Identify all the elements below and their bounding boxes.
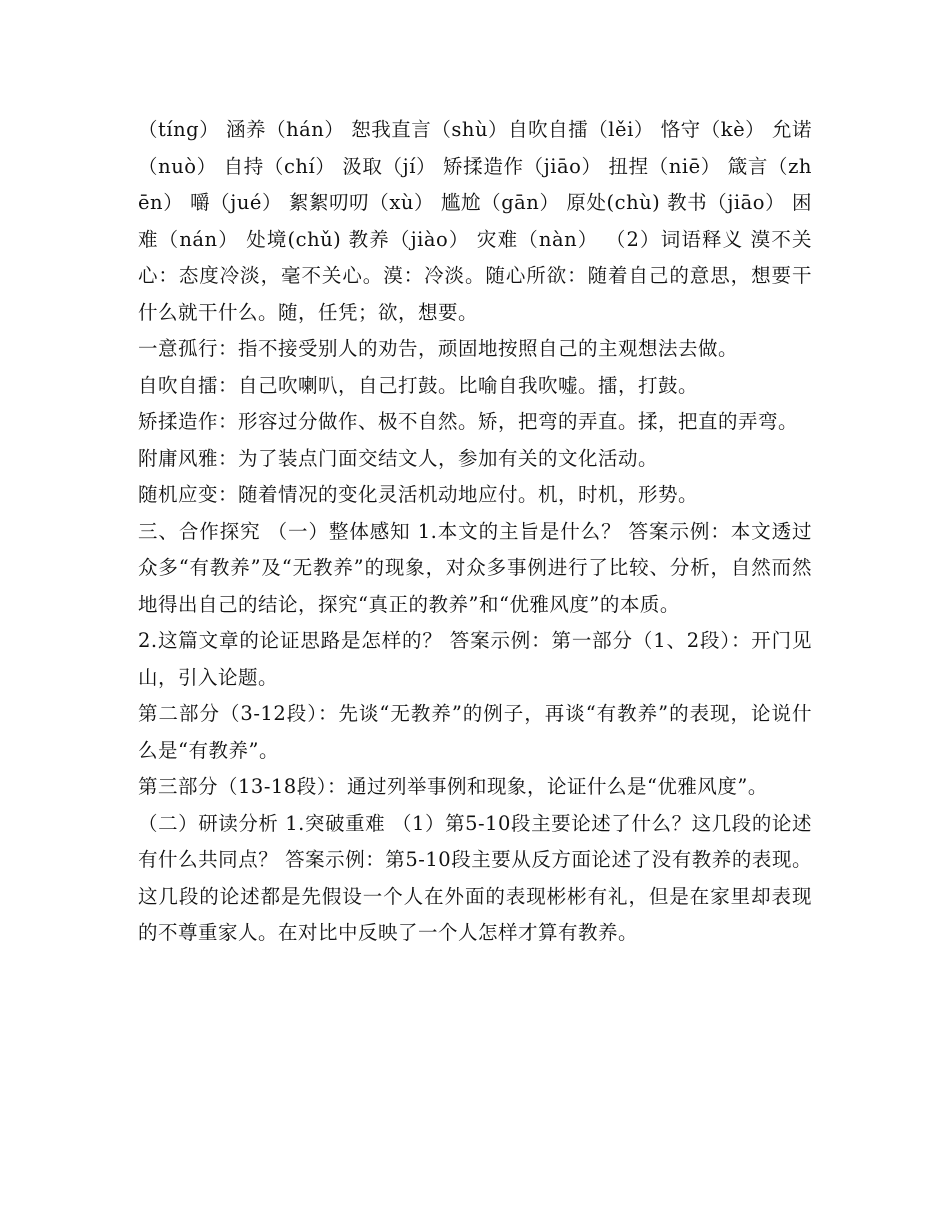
paragraph-pronunciation-and-definitions: （tíng） 涵养（hán） 恕我直言（shù）自吹自擂（lěi） 恪守（kè） 允诺（nuò） 自持（chí） 汲取（jí） 矫揉造作（jiāo） 扭捏（niē） 箴言（zhēn） 嚼（jué） 絮絮叨叨（xù） 尴尬（gān） 原处(chù) 教书（jiāo） 困难（nán） 处境(chǔ) 教养（jiào） 灾难（nàn） （2）词语释义 漠不关心：态度冷淡，毫不关心。漠：冷淡。随心所欲：随着自己的意思，想要干什么就干什么。随，任凭；欲，想要。 — [138, 118, 812, 324]
paragraph-fuyongfengya: 附庸风雅：为了装点门面交结文人，参加有关的文化活动。 — [138, 446, 659, 470]
paragraph-argument-structure: 2.这篇文章的论证思路是怎样的？ 答案示例：第一部分（1、2段）：开门见山，引入论题。 — [138, 629, 812, 689]
paragraph-jiaorouzaozuo: 矫揉造作：形容过分做作、极不自然。矫，把弯的弄直。揉，把直的弄弯。 — [138, 410, 799, 433]
paragraph-section-three-theme: 三、合作探究 （一）整体感知 1.本文的主旨是什么？ 答案示例：本文透过众多“有教养”及“无教养”的现象，对众多事例进行了比较、分析，自然而然地得出自己的结论，探究“真正的教养”和“优雅风度”的本质。 — [138, 519, 812, 616]
paragraph-analysis: （二）研读分析 1.突破重难 （1）第5-10段主要论述了什么？这几段的论述有什么共同点？ 答案示例：第5-10段主要从反方面论述了没有教养的表现。这几段的论述都是先假设一个人在外面的表现彬彬有礼，但是在家里却表现的不尊重家人。在对比中反映了一个人怎样才算有教养。 — [138, 811, 812, 944]
paragraph-part-two: 第二部分（3-12段）：先谈“无教养”的例子，再谈“有教养”的表现，论说什么是“有教养”。 — [138, 702, 812, 762]
paragraph-zichuizilei: 自吹自擂：自己吹喇叭，自己打鼓。比喻自我吹嘘。擂，打鼓。 — [138, 373, 699, 397]
paragraph-part-three: 第三部分（13-18段）：通过列举事例和现象，论证什么是“优雅风度”。 — [138, 775, 768, 798]
paragraph-yiyiguxing: 一意孤行：指不接受别人的劝告，顽固地按照自己的主观想法去做。 — [138, 337, 739, 360]
paragraph-suijiyingbian: 随机应变：随着情况的变化灵活机动地应付。机，时机，形势。 — [138, 483, 699, 506]
